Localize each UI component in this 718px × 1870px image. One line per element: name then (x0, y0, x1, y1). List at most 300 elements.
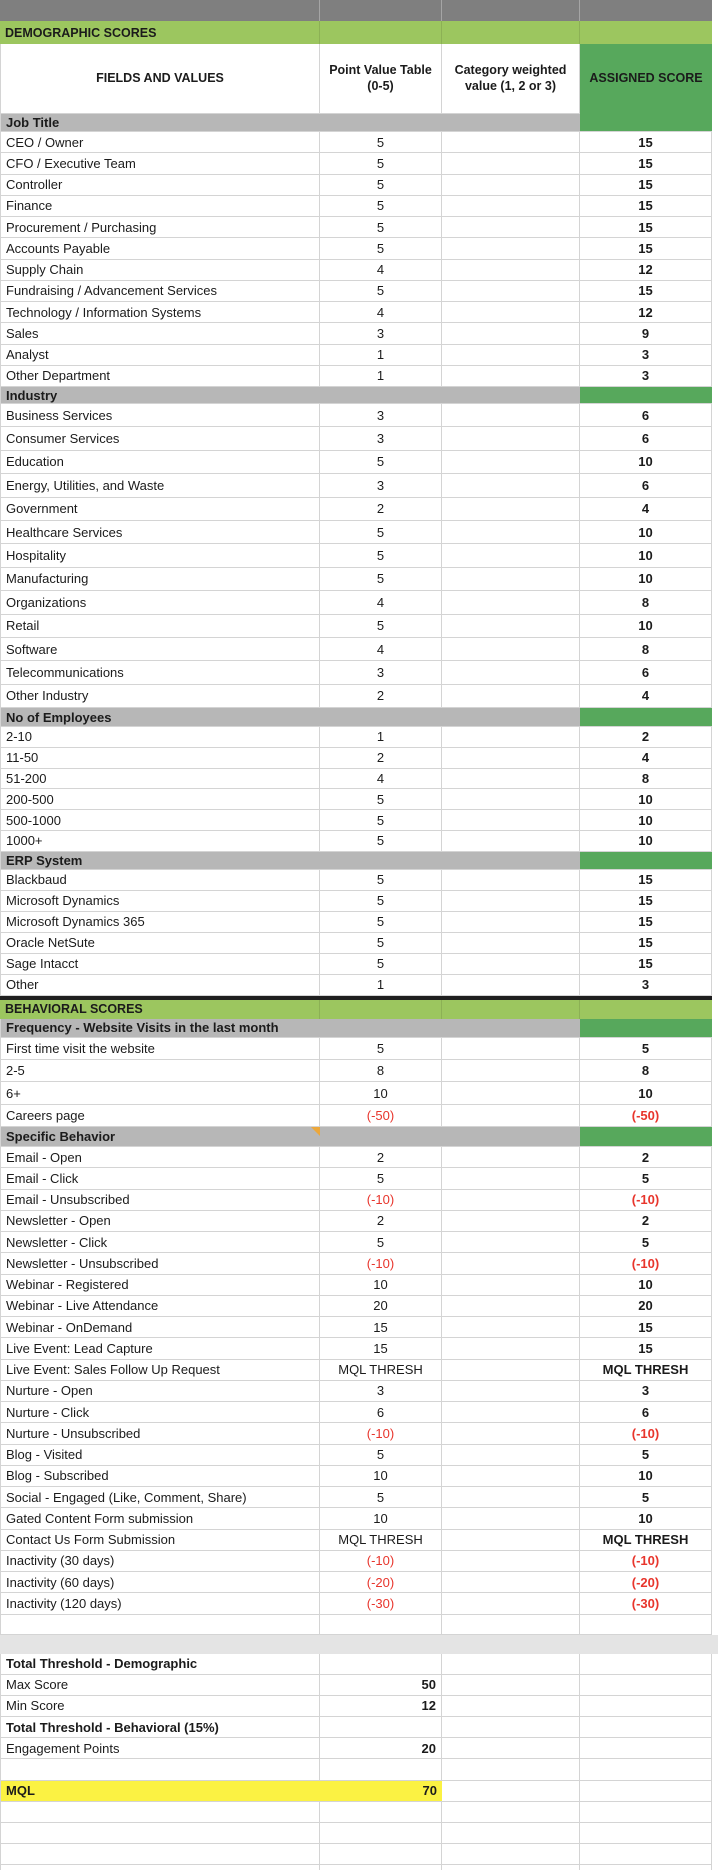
cell-empty[interactable] (320, 1823, 442, 1844)
cell-field[interactable]: 11-50 (0, 748, 320, 769)
cell-assigned-score[interactable]: 5 (580, 1487, 712, 1508)
cell-weighted-value[interactable] (442, 1338, 580, 1359)
cell-point-value[interactable]: 5 (320, 615, 442, 638)
cell-weighted-value[interactable] (442, 912, 580, 933)
cell-empty[interactable] (320, 1759, 442, 1780)
cell-weighted-value[interactable] (442, 891, 580, 912)
summary-label[interactable]: Max Score (0, 1675, 320, 1696)
cell-field[interactable]: Procurement / Purchasing (0, 217, 320, 238)
column-header-fields[interactable]: FIELDS AND VALUES (0, 44, 320, 114)
cell-weighted-value[interactable] (442, 1232, 580, 1253)
cell-assigned-score[interactable]: 8 (580, 591, 712, 614)
cell-point-value[interactable]: 5 (320, 196, 442, 217)
cell-weighted-value[interactable] (442, 975, 580, 996)
cell-assigned-score[interactable]: MQL THRESH (580, 1360, 712, 1381)
cell-weighted-value[interactable] (442, 1147, 580, 1168)
cell-empty[interactable] (580, 1675, 712, 1696)
cell-point-value[interactable]: 5 (320, 544, 442, 567)
cell-point-value[interactable]: 3 (320, 427, 442, 450)
cell-point-value[interactable]: 5 (320, 1487, 442, 1508)
cell-empty[interactable] (442, 1781, 580, 1802)
cell-empty[interactable] (0, 1844, 320, 1865)
cell-field[interactable]: Analyst (0, 345, 320, 366)
cell-assigned-score[interactable]: 5 (580, 1038, 712, 1060)
cell-weighted-value[interactable] (442, 1275, 580, 1296)
cell-point-value[interactable]: 5 (320, 831, 442, 852)
cell-point-value[interactable]: 2 (320, 748, 442, 769)
cell-assigned-score[interactable]: 10 (580, 789, 712, 810)
cell-assigned-score[interactable]: 8 (580, 638, 712, 661)
cell-field[interactable]: Contact Us Form Submission (0, 1530, 320, 1551)
cell-assigned-score[interactable]: 15 (580, 153, 712, 174)
cell-field[interactable]: Sales (0, 323, 320, 344)
cell-assigned-score[interactable]: 3 (580, 975, 712, 996)
cell-point-value[interactable]: 5 (320, 789, 442, 810)
cell-point-value[interactable]: 10 (320, 1082, 442, 1104)
cell-field[interactable]: Hospitality (0, 544, 320, 567)
cell-empty[interactable] (580, 1844, 712, 1865)
cell-assigned-score[interactable]: 10 (580, 1275, 712, 1296)
cell-assigned-score[interactable]: 15 (580, 238, 712, 259)
cell-weighted-value[interactable] (442, 1530, 580, 1551)
cell-assigned-score[interactable]: 12 (580, 302, 712, 323)
cell-point-value[interactable]: (-20) (320, 1572, 442, 1593)
cell-assigned-score[interactable]: MQL THRESH (580, 1530, 712, 1551)
cell-weighted-value[interactable] (442, 1466, 580, 1487)
cell-point-value[interactable]: 10 (320, 1466, 442, 1487)
cell-assigned-score[interactable]: 6 (580, 474, 712, 497)
cell-field[interactable]: Consumer Services (0, 427, 320, 450)
cell-point-value[interactable]: 8 (320, 1060, 442, 1082)
cell-point-value[interactable]: 4 (320, 302, 442, 323)
cell-point-value[interactable]: 5 (320, 153, 442, 174)
cell-weighted-value[interactable] (442, 1381, 580, 1402)
cell-field[interactable]: Other Department (0, 366, 320, 387)
cell-assigned-score[interactable]: 15 (580, 1338, 712, 1359)
cell-assigned-score[interactable]: (-10) (580, 1190, 712, 1211)
cell-field[interactable]: Inactivity (30 days) (0, 1551, 320, 1572)
cell-field[interactable]: Nurture - Unsubscribed (0, 1423, 320, 1444)
cell-point-value[interactable]: 2 (320, 685, 442, 708)
cell-point-value[interactable]: 5 (320, 1038, 442, 1060)
cell-point-value[interactable]: 5 (320, 954, 442, 975)
cell-point-value[interactable]: MQL THRESH (320, 1530, 442, 1551)
cell-weighted-value[interactable] (442, 831, 580, 852)
cell-weighted-value[interactable] (442, 366, 580, 387)
cell-point-value[interactable]: (-50) (320, 1105, 442, 1127)
cell-point-value[interactable]: 5 (320, 175, 442, 196)
cell-weighted-value[interactable] (442, 685, 580, 708)
cell-assigned-score[interactable]: 9 (580, 323, 712, 344)
cell-field[interactable]: Oracle NetSute (0, 933, 320, 954)
cell-assigned-score[interactable]: (-30) (580, 1593, 712, 1614)
cell-point-value[interactable]: 15 (320, 1338, 442, 1359)
cell-assigned-score[interactable]: 4 (580, 748, 712, 769)
cell-field[interactable]: Microsoft Dynamics 365 (0, 912, 320, 933)
cell-assigned-score[interactable]: 5 (580, 1168, 712, 1189)
category-row-label[interactable]: ERP System (0, 852, 580, 870)
cell-point-value[interactable]: 10 (320, 1508, 442, 1529)
cell-weighted-value[interactable] (442, 1038, 580, 1060)
cell-weighted-value[interactable] (442, 810, 580, 831)
cell-point-value[interactable]: 3 (320, 404, 442, 427)
cell-assigned-score[interactable]: (-20) (580, 1572, 712, 1593)
cell-weighted-value[interactable] (442, 1190, 580, 1211)
cell-weighted-value[interactable] (442, 933, 580, 954)
cell-point-value[interactable]: 2 (320, 498, 442, 521)
cell-field[interactable]: Newsletter - Open (0, 1211, 320, 1232)
cell-field[interactable]: Software (0, 638, 320, 661)
cell-point-value[interactable]: 3 (320, 1381, 442, 1402)
cell-point-value[interactable]: 5 (320, 870, 442, 891)
cell-point-value[interactable]: 5 (320, 217, 442, 238)
cell-assigned-score[interactable]: 6 (580, 404, 712, 427)
cell-weighted-value[interactable] (442, 1082, 580, 1104)
cell-assigned-score[interactable]: 4 (580, 498, 712, 521)
cell-empty[interactable] (442, 1802, 580, 1823)
cell-point-value[interactable]: (-10) (320, 1253, 442, 1274)
cell-weighted-value[interactable] (442, 404, 580, 427)
cell-assigned-score[interactable]: 15 (580, 912, 712, 933)
cell-point-value[interactable]: 5 (320, 933, 442, 954)
cell-assigned-score[interactable]: 10 (580, 1082, 712, 1104)
cell-weighted-value[interactable] (442, 1105, 580, 1127)
cell-field[interactable]: Gated Content Form submission (0, 1508, 320, 1529)
cell-weighted-value[interactable] (442, 1402, 580, 1423)
cell-empty[interactable] (442, 1823, 580, 1844)
cell-weighted-value[interactable] (442, 1360, 580, 1381)
cell-field[interactable]: Energy, Utilities, and Waste (0, 474, 320, 497)
cell-field[interactable]: Newsletter - Unsubscribed (0, 1253, 320, 1274)
cell-empty[interactable] (0, 1759, 320, 1780)
cell-assigned-score[interactable]: 15 (580, 175, 712, 196)
cell-weighted-value[interactable] (442, 427, 580, 450)
cell-field[interactable]: 51-200 (0, 769, 320, 790)
cell-assigned-score[interactable]: 4 (580, 685, 712, 708)
cell-field[interactable]: First time visit the website (0, 1038, 320, 1060)
cell-assigned-score[interactable]: 2 (580, 727, 712, 748)
cell-weighted-value[interactable] (442, 474, 580, 497)
cell-weighted-value[interactable] (442, 769, 580, 790)
summary-label[interactable]: Total Threshold - Behavioral (15%) (0, 1717, 320, 1738)
cell-weighted-value[interactable] (442, 954, 580, 975)
cell-field[interactable]: Live Event: Lead Capture (0, 1338, 320, 1359)
cell-point-value[interactable]: 2 (320, 1147, 442, 1168)
cell-field[interactable]: Supply Chain (0, 260, 320, 281)
cell-weighted-value[interactable] (442, 1211, 580, 1232)
cell-point-value[interactable]: 1 (320, 975, 442, 996)
cell-empty[interactable] (0, 1865, 320, 1870)
cell-weighted-value[interactable] (442, 1572, 580, 1593)
cell-weighted-value[interactable] (442, 661, 580, 684)
cell-point-value[interactable]: 5 (320, 810, 442, 831)
cell-empty[interactable] (0, 1802, 320, 1823)
summary-label[interactable]: Engagement Points (0, 1738, 320, 1759)
cell-field[interactable]: Webinar - OnDemand (0, 1317, 320, 1338)
cell-field[interactable]: Sage Intacct (0, 954, 320, 975)
cell-assigned-score-block[interactable] (580, 114, 712, 132)
cell-point-value[interactable]: 3 (320, 661, 442, 684)
cell-point-value[interactable]: 2 (320, 1211, 442, 1232)
cell-empty[interactable] (580, 1717, 712, 1738)
cell-point-value[interactable]: 4 (320, 260, 442, 281)
cell-empty[interactable] (442, 1865, 580, 1870)
cell-point-value[interactable]: 6 (320, 1402, 442, 1423)
cell-empty[interactable] (320, 1802, 442, 1823)
category-row-label[interactable]: Industry (0, 387, 580, 404)
cell-assigned-score[interactable]: 2 (580, 1211, 712, 1232)
cell-point-value[interactable]: (-10) (320, 1190, 442, 1211)
cell-empty[interactable] (320, 1615, 442, 1635)
cell-field[interactable]: Email - Unsubscribed (0, 1190, 320, 1211)
cell-field[interactable]: 500-1000 (0, 810, 320, 831)
cell-weighted-value[interactable] (442, 345, 580, 366)
cell-field[interactable]: Fundraising / Advancement Services (0, 281, 320, 302)
cell-point-value[interactable]: 5 (320, 568, 442, 591)
cell-weighted-value[interactable] (442, 870, 580, 891)
summary-value[interactable] (320, 1717, 442, 1738)
cell-assigned-score[interactable]: 12 (580, 260, 712, 281)
column-header-assigned-score[interactable]: ASSIGNED SCORE (580, 44, 712, 114)
cell-field[interactable]: Telecommunications (0, 661, 320, 684)
category-row-label[interactable]: No of Employees (0, 708, 580, 727)
cell-assigned-score[interactable]: 10 (580, 544, 712, 567)
cell-empty[interactable] (0, 1823, 320, 1844)
cell-assigned-score[interactable]: 15 (580, 217, 712, 238)
cell-empty[interactable] (320, 1844, 442, 1865)
cell-weighted-value[interactable] (442, 153, 580, 174)
cell-point-value[interactable]: 20 (320, 1296, 442, 1317)
cell-weighted-value[interactable] (442, 132, 580, 153)
cell-weighted-value[interactable] (442, 1317, 580, 1338)
cell-point-value[interactable]: 5 (320, 1232, 442, 1253)
cell-assigned-score[interactable]: 15 (580, 954, 712, 975)
cell-field[interactable]: Business Services (0, 404, 320, 427)
cell-point-value[interactable]: 3 (320, 323, 442, 344)
cell-point-value[interactable]: (-10) (320, 1423, 442, 1444)
cell-field[interactable]: Blackbaud (0, 870, 320, 891)
cell-assigned-score[interactable]: 5 (580, 1232, 712, 1253)
cell-weighted-value[interactable] (442, 544, 580, 567)
cell-weighted-value[interactable] (442, 1445, 580, 1466)
cell-weighted-value[interactable] (442, 498, 580, 521)
cell-weighted-value[interactable] (442, 302, 580, 323)
cell-field[interactable]: CFO / Executive Team (0, 153, 320, 174)
cell-point-value[interactable]: 4 (320, 591, 442, 614)
cell-field[interactable]: 2-10 (0, 727, 320, 748)
cell-assigned-score[interactable]: 8 (580, 769, 712, 790)
cell-point-value[interactable]: 1 (320, 366, 442, 387)
cell-empty[interactable] (442, 1696, 580, 1717)
cell-weighted-value[interactable] (442, 521, 580, 544)
cell-empty[interactable] (580, 1738, 712, 1759)
cell-empty[interactable] (580, 1654, 712, 1675)
cell-assigned-score[interactable]: 15 (580, 132, 712, 153)
cell-field[interactable]: Inactivity (60 days) (0, 1572, 320, 1593)
cell-weighted-value[interactable] (442, 748, 580, 769)
cell-point-value[interactable]: 10 (320, 1275, 442, 1296)
cell-assigned-score[interactable]: 6 (580, 1402, 712, 1423)
cell-field[interactable]: Webinar - Live Attendance (0, 1296, 320, 1317)
cell-weighted-value[interactable] (442, 1593, 580, 1614)
cell-field[interactable]: Controller (0, 175, 320, 196)
category-row-label[interactable]: Specific Behavior (0, 1127, 580, 1147)
column-header-point-value[interactable]: Point Value Table (0-5) (320, 44, 442, 114)
cell-field[interactable]: Finance (0, 196, 320, 217)
cell-assigned-score-block[interactable] (580, 852, 712, 870)
cell-assigned-score[interactable]: 15 (580, 891, 712, 912)
cell-weighted-value[interactable] (442, 238, 580, 259)
cell-field[interactable]: Government (0, 498, 320, 521)
column-header-weighted-value[interactable]: Category weighted value (1, 2 or 3) (442, 44, 580, 114)
cell-point-value[interactable]: 5 (320, 912, 442, 933)
cell-point-value[interactable]: MQL THRESH (320, 1360, 442, 1381)
cell-point-value[interactable]: 5 (320, 132, 442, 153)
cell-assigned-score[interactable]: 6 (580, 661, 712, 684)
cell-point-value[interactable]: 5 (320, 521, 442, 544)
cell-field[interactable]: Careers page (0, 1105, 320, 1127)
summary-value[interactable] (320, 1654, 442, 1675)
cell-assigned-score[interactable]: (-10) (580, 1253, 712, 1274)
cell-assigned-score[interactable]: 10 (580, 568, 712, 591)
cell-assigned-score[interactable]: 10 (580, 810, 712, 831)
cell-assigned-score-block[interactable] (580, 1019, 712, 1038)
mql-cell[interactable] (0, 1781, 442, 1802)
cell-point-value[interactable]: 5 (320, 891, 442, 912)
cell-assigned-score-block[interactable] (580, 387, 712, 404)
summary-label[interactable]: Total Threshold - Demographic (0, 1654, 320, 1675)
cell-empty[interactable] (580, 1615, 712, 1635)
cell-weighted-value[interactable] (442, 323, 580, 344)
cell-field[interactable]: Healthcare Services (0, 521, 320, 544)
cell-assigned-score[interactable]: 3 (580, 345, 712, 366)
cell-weighted-value[interactable] (442, 451, 580, 474)
cell-empty[interactable] (580, 1696, 712, 1717)
cell-assigned-score[interactable]: 15 (580, 281, 712, 302)
cell-weighted-value[interactable] (442, 175, 580, 196)
cell-field[interactable]: 2-5 (0, 1060, 320, 1082)
cell-weighted-value[interactable] (442, 1253, 580, 1274)
cell-assigned-score[interactable]: 15 (580, 870, 712, 891)
cell-assigned-score[interactable]: 10 (580, 615, 712, 638)
summary-label[interactable]: Min Score (0, 1696, 320, 1717)
cell-field[interactable]: Other (0, 975, 320, 996)
cell-assigned-score[interactable]: 3 (580, 1381, 712, 1402)
cell-assigned-score[interactable]: 10 (580, 1466, 712, 1487)
cell-assigned-score[interactable]: 10 (580, 831, 712, 852)
cell-field[interactable]: Webinar - Registered (0, 1275, 320, 1296)
cell-field[interactable]: Retail (0, 615, 320, 638)
cell-point-value[interactable]: 5 (320, 281, 442, 302)
cell-field[interactable]: Microsoft Dynamics (0, 891, 320, 912)
cell-field[interactable]: 1000+ (0, 831, 320, 852)
cell-empty[interactable] (580, 1802, 712, 1823)
cell-field[interactable]: Social - Engaged (Like, Comment, Share) (0, 1487, 320, 1508)
cell-weighted-value[interactable] (442, 1551, 580, 1572)
cell-empty[interactable] (580, 1759, 712, 1780)
cell-empty[interactable] (0, 1615, 320, 1635)
cell-point-value[interactable]: (-30) (320, 1593, 442, 1614)
cell-field[interactable]: 200-500 (0, 789, 320, 810)
cell-field[interactable]: Newsletter - Click (0, 1232, 320, 1253)
category-row-label[interactable]: Job Title (0, 114, 580, 132)
cell-field[interactable]: Nurture - Open (0, 1381, 320, 1402)
cell-point-value[interactable]: 5 (320, 1168, 442, 1189)
cell-field[interactable]: Blog - Visited (0, 1445, 320, 1466)
cell-weighted-value[interactable] (442, 789, 580, 810)
cell-field[interactable]: Education (0, 451, 320, 474)
cell-field[interactable]: Organizations (0, 591, 320, 614)
summary-value[interactable]: 12 (320, 1696, 442, 1717)
cell-weighted-value[interactable] (442, 260, 580, 281)
cell-field[interactable]: Other Industry (0, 685, 320, 708)
cell-point-value[interactable]: 1 (320, 345, 442, 366)
cell-point-value[interactable]: 1 (320, 727, 442, 748)
cell-field[interactable]: Manufacturing (0, 568, 320, 591)
cell-field[interactable]: Email - Open (0, 1147, 320, 1168)
cell-point-value[interactable]: 3 (320, 474, 442, 497)
cell-point-value[interactable]: 5 (320, 1445, 442, 1466)
cell-assigned-score[interactable]: 10 (580, 1508, 712, 1529)
cell-weighted-value[interactable] (442, 1423, 580, 1444)
cell-assigned-score[interactable]: (-10) (580, 1423, 712, 1444)
cell-empty[interactable] (442, 1654, 580, 1675)
cell-empty[interactable] (580, 1781, 712, 1802)
cell-empty[interactable] (442, 1615, 580, 1635)
cell-point-value[interactable]: 5 (320, 238, 442, 259)
cell-empty[interactable] (442, 1759, 580, 1780)
cell-field[interactable]: Blog - Subscribed (0, 1466, 320, 1487)
cell-empty[interactable] (580, 1865, 712, 1870)
cell-assigned-score[interactable]: 15 (580, 933, 712, 954)
summary-value[interactable]: 50 (320, 1675, 442, 1696)
cell-weighted-value[interactable] (442, 1060, 580, 1082)
cell-weighted-value[interactable] (442, 281, 580, 302)
cell-field[interactable]: Email - Click (0, 1168, 320, 1189)
cell-assigned-score[interactable]: 10 (580, 451, 712, 474)
cell-weighted-value[interactable] (442, 638, 580, 661)
cell-weighted-value[interactable] (442, 1296, 580, 1317)
cell-assigned-score-block[interactable] (580, 1127, 712, 1147)
cell-assigned-score[interactable]: 15 (580, 196, 712, 217)
summary-value[interactable]: 20 (320, 1738, 442, 1759)
cell-weighted-value[interactable] (442, 1487, 580, 1508)
cell-field[interactable]: 6+ (0, 1082, 320, 1104)
cell-empty[interactable] (442, 1717, 580, 1738)
cell-assigned-score[interactable]: 8 (580, 1060, 712, 1082)
cell-weighted-value[interactable] (442, 615, 580, 638)
cell-empty[interactable] (442, 1675, 580, 1696)
cell-assigned-score[interactable]: (-10) (580, 1551, 712, 1572)
cell-assigned-score[interactable]: 5 (580, 1445, 712, 1466)
cell-point-value[interactable]: 5 (320, 451, 442, 474)
cell-empty[interactable] (320, 1865, 442, 1870)
cell-weighted-value[interactable] (442, 591, 580, 614)
cell-field[interactable]: CEO / Owner (0, 132, 320, 153)
cell-field[interactable]: Accounts Payable (0, 238, 320, 259)
cell-field[interactable]: Inactivity (120 days) (0, 1593, 320, 1614)
cell-weighted-value[interactable] (442, 727, 580, 748)
cell-assigned-score-block[interactable] (580, 708, 712, 727)
cell-assigned-score[interactable]: 2 (580, 1147, 712, 1168)
cell-empty[interactable] (580, 1823, 712, 1844)
cell-empty[interactable] (442, 1844, 580, 1865)
cell-field[interactable]: Nurture - Click (0, 1402, 320, 1423)
cell-point-value[interactable]: 4 (320, 638, 442, 661)
cell-weighted-value[interactable] (442, 568, 580, 591)
cell-point-value[interactable]: 15 (320, 1317, 442, 1338)
cell-point-value[interactable]: 4 (320, 769, 442, 790)
